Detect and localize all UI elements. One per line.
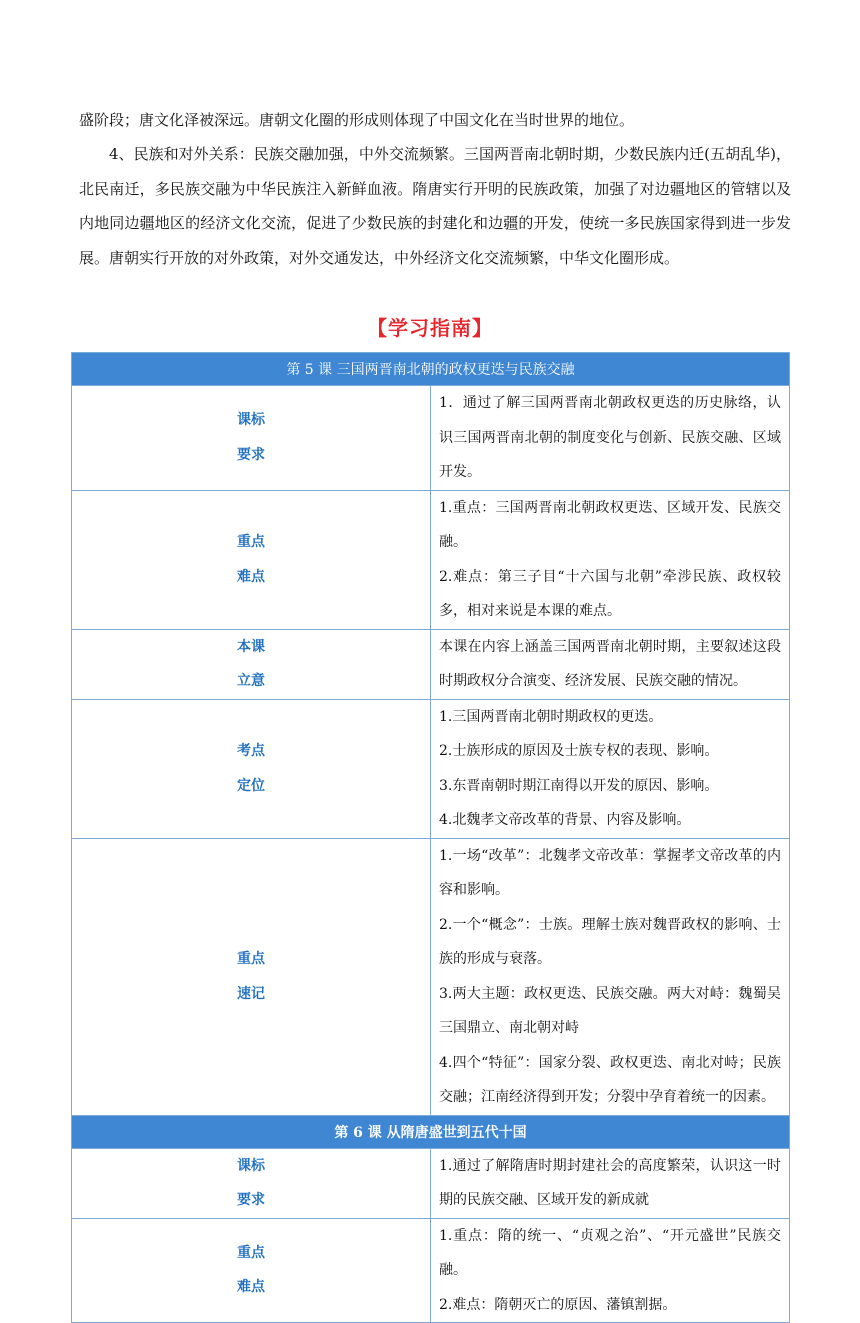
intro-paragraph-2: 4、民族和对外关系：民族交融加强，中外交流频繁。三国两晋南北朝时期，少数民族内迁(五胡乱华)，北民南迁，多民族交融为中华民族注入新鲜血液。隋唐实行开明的民族政策，加强了对边疆地区的管辖以及内地同边疆地区的经济文化交流，促进了少数民族的封建化和边疆的开发，使统一多民族国家得到进一步发展。唐朝实行开放的对外政策，对外交通发达，中外经济文化交流频繁，中华文化圈形成。: [79, 145, 791, 267]
row-label: [72, 838, 431, 1115]
intro-text: [79, 103, 791, 275]
row-label-line: 课标: [237, 1157, 265, 1174]
row-label-line: 课标: [237, 412, 265, 429]
row-label-line: 重点: [237, 1244, 265, 1261]
table-row: [72, 1148, 790, 1218]
table-row: [72, 699, 790, 838]
study-guide-table: [71, 352, 790, 1323]
lesson-header-row: [72, 353, 790, 386]
row-label-line: 重点: [237, 951, 265, 967]
row-label-line: 速记: [237, 985, 265, 1002]
row-content: [431, 490, 790, 629]
lesson-6-title: 第 6 课 从隋唐盛世到五代十国: [72, 1115, 790, 1148]
table-row: [72, 386, 790, 491]
row-content-line: 3.两大主题：政权更迭、民族交融。两大对峙：魏蜀吴三国鼎立、南北朝对峙: [439, 985, 781, 1036]
row-content: [431, 838, 790, 1115]
row-label-line: 本课: [237, 638, 265, 655]
row-label: [72, 490, 431, 629]
guide-title: 【学习指南】: [367, 316, 493, 340]
row-content: [431, 386, 790, 491]
row-label: [72, 629, 431, 699]
row-content: [431, 1148, 790, 1218]
row-label: [72, 1218, 431, 1323]
table-row: [72, 629, 790, 699]
row-content-line: 1.重点：三国两晋南北朝政权更迭、区域开发、民族交融。: [439, 499, 781, 550]
row-label-line: 难点: [237, 1279, 265, 1296]
table-row: [72, 838, 790, 1115]
row-content-line: 2.士族形成的原因及士族专权的表现、影响。: [439, 743, 719, 759]
table-row: [72, 1218, 790, 1323]
table-row: [72, 490, 790, 629]
row-content-line: 1.通过了解隋唐时期封建社会的高度繁荣，认识这一时期的民族交融、区域开发的新成就: [439, 1157, 781, 1208]
row-content-line: 2.难点：隋朝灭亡的原因、藩镇割据。: [439, 1296, 677, 1313]
row-label-line: 重点: [237, 534, 265, 550]
row-label-line: 定位: [237, 777, 265, 794]
row-label: [72, 1148, 431, 1218]
row-content-line: 2.难点：第三子目“十六国与北朝”牵涉民族、政权较多，相对来说是本课的难点。: [439, 568, 781, 619]
row-content-line: 本课在内容上涵盖三国两晋南北朝时期，主要叙述这段时期政权分合演变、经济发展、民族交融的情况。: [439, 638, 781, 689]
row-label: [72, 699, 431, 838]
row-content-line: 4.四个“特征”：国家分裂、政权更迭、南北对峙；民族交融；江南经济得到开发；分裂中孕育着统一的因素。: [439, 1054, 781, 1105]
row-content-line: 3.东晋南朝时期江南得以开发的原因、影响。: [439, 777, 719, 794]
row-label-line: 要求: [237, 1192, 265, 1208]
row-content-line: 2.一个“概念”：士族。理解士族对魏晋政权的影响、士族的形成与衰落。: [439, 916, 781, 967]
row-label: [72, 386, 431, 491]
lesson-header-row: [72, 1115, 790, 1148]
row-content-line: 1．通过了解三国两晋南北朝政权更迭的历史脉络，认识三国两晋南北朝的制度变化与创新、民族交融、区域开发。: [439, 395, 781, 480]
intro-paragraph-1: 盛阶段；唐文化泽被深远。唐朝文化圈的形成则体现了中国文化在当时世界的地位。: [79, 111, 635, 129]
row-content: [431, 699, 790, 838]
row-content-line: 4.北魏孝文帝改革的背景、内容及影响。: [439, 812, 691, 828]
row-label-line: 考点: [237, 743, 265, 759]
row-content: [431, 1218, 790, 1323]
row-label-line: 要求: [237, 446, 265, 463]
row-content-line: 1.重点：隋的统一、“贞观之治”、“开元盛世”民族交融。: [439, 1227, 781, 1278]
row-content-line: 1.一场“改革”：北魏孝文帝改革：掌握孝文帝改革的内容和影响。: [439, 847, 781, 898]
lesson-5-title: 第 5 课 三国两晋南北朝的政权更迭与民族交融: [72, 353, 790, 386]
row-label-line: 立意: [237, 673, 265, 689]
row-content: [431, 629, 790, 699]
row-content-line: 1.三国两晋南北朝时期政权的更迭。: [439, 708, 663, 725]
row-label-line: 难点: [237, 568, 265, 585]
